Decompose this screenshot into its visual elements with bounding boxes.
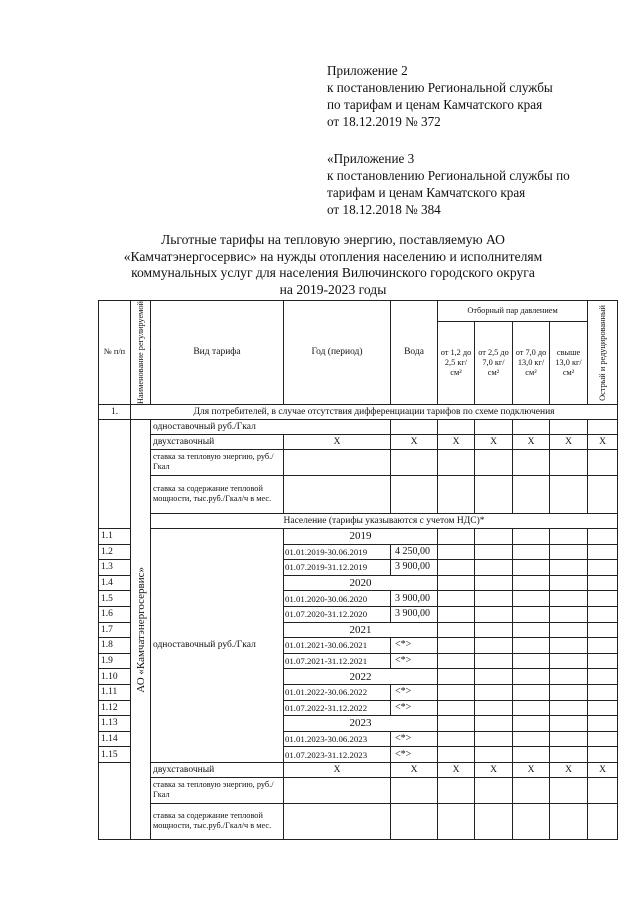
x-mark-cell: Х <box>284 434 391 449</box>
year-label: 2023 <box>284 716 438 732</box>
empty-cell <box>588 777 618 803</box>
col-header-num: № п/п <box>99 301 131 405</box>
empty-cell <box>588 622 618 638</box>
header-line: Приложение 2 <box>327 63 408 78</box>
empty-cell <box>438 777 475 803</box>
empty-cell <box>588 591 618 607</box>
header-line: от 18.12.2018 № 384 <box>327 202 441 217</box>
empty-cell <box>391 475 438 513</box>
empty-cell <box>438 560 475 576</box>
x-mark-cell: Х <box>550 434 588 449</box>
empty-cell <box>475 700 513 716</box>
title-line: коммунальных услуг для населения Вилючинского городского округа <box>131 265 535 280</box>
table-row <box>99 419 618 434</box>
empty-cell <box>550 803 588 839</box>
empty-cell <box>438 700 475 716</box>
period-value: 01.01.2022-30.06.2022 <box>284 684 391 700</box>
empty-cell <box>550 544 588 560</box>
tariff-table <box>98 300 618 840</box>
empty-cell <box>588 560 618 576</box>
empty-cell <box>513 575 550 591</box>
tariff-energy-rate: ставка за тепловую энергию, руб./Гкал <box>151 449 284 475</box>
empty-cell <box>550 669 588 685</box>
empty-cell <box>550 731 588 747</box>
tariff-capacity-rate: ставка за содержание тепловой мощности, тыс.руб./Гкал/ч в мес. <box>151 803 284 839</box>
empty-cell <box>475 419 513 434</box>
row-num: 1.13 <box>99 716 131 732</box>
empty-cell <box>550 449 588 475</box>
empty-cell <box>475 575 513 591</box>
header-line: «Приложение 3 <box>327 151 415 166</box>
empty-cell <box>513 716 550 732</box>
row-num: 1.12 <box>99 700 131 716</box>
period-value: 01.07.2019-31.12.2019 <box>284 560 391 576</box>
period-value: 01.01.2021-30.06.2021 <box>284 638 391 654</box>
row-num: 1.1 <box>99 528 131 544</box>
empty-cell <box>550 575 588 591</box>
empty-cell <box>438 716 475 732</box>
header-line: к постановлению Региональной службы <box>327 80 553 95</box>
tariff-capacity-rate: ставка за содержание тепловой мощности, тыс.руб./Гкал/ч в мес. <box>151 475 284 513</box>
empty-cell <box>475 669 513 685</box>
empty-cell <box>284 449 391 475</box>
empty-cell <box>475 591 513 607</box>
row-num: 1.10 <box>99 669 131 685</box>
empty-cell <box>475 653 513 669</box>
col-header-p4: свыше 13,0 кг/см² <box>550 322 588 405</box>
appendix-header-previous <box>327 150 570 218</box>
empty-cell <box>550 653 588 669</box>
empty-cell <box>513 560 550 576</box>
empty-cell <box>438 544 475 560</box>
empty-cell <box>550 777 588 803</box>
empty-cell <box>475 716 513 732</box>
period-value: 01.07.2021-31.12.2021 <box>284 653 391 669</box>
empty-cell <box>475 747 513 763</box>
empty-cell <box>438 684 475 700</box>
empty-cell <box>550 528 588 544</box>
empty-cell <box>550 638 588 654</box>
col-header-org: Наименование регулируемой <box>131 301 151 405</box>
population-label: Население (тарифы указываются с учетом НДС)* <box>151 513 618 528</box>
table-row <box>99 475 618 513</box>
empty-cell <box>588 747 618 763</box>
x-mark-cell: Х <box>550 762 588 777</box>
org-name-cell <box>131 419 151 839</box>
empty-cell <box>438 731 475 747</box>
empty-cell <box>475 684 513 700</box>
empty-cell <box>391 777 438 803</box>
period-value: 01.07.2023-31.12.2023 <box>284 747 391 763</box>
empty-cell <box>588 638 618 654</box>
water-value: <*> <box>391 638 438 654</box>
x-mark-cell: Х <box>284 762 391 777</box>
water-value: 3 900,00 <box>391 560 438 576</box>
tariff-two-part: двухставочный <box>151 434 284 449</box>
row-num: 1.4 <box>99 575 131 591</box>
col-header-tariff-type: Вид тарифа <box>151 301 284 405</box>
table-row <box>99 449 618 475</box>
header-line: по тарифам и ценам Камчатского края <box>327 97 543 112</box>
empty-cell <box>513 653 550 669</box>
tariff-two-part: двухставочный <box>151 762 284 777</box>
empty-num-cell <box>99 762 131 839</box>
x-mark-cell: Х <box>391 762 438 777</box>
x-mark-cell: Х <box>513 434 550 449</box>
empty-cell <box>513 669 550 685</box>
water-value: <*> <box>391 684 438 700</box>
water-value: 3 900,00 <box>391 606 438 622</box>
col-header-steam: Отборный пар давлением <box>438 301 588 322</box>
table-row <box>99 762 618 777</box>
org-name: АО «Камчатэнергосервис» <box>134 566 147 693</box>
empty-cell <box>588 528 618 544</box>
table-row <box>99 803 618 839</box>
empty-cell <box>588 419 618 434</box>
x-mark-cell: Х <box>513 762 550 777</box>
table-row <box>99 528 618 544</box>
year-label: 2022 <box>284 669 438 685</box>
tariff-one-part: одноставочный руб./Гкал <box>151 419 391 434</box>
appendix-header-current <box>327 62 553 130</box>
water-value: <*> <box>391 731 438 747</box>
empty-cell <box>513 449 550 475</box>
empty-cell <box>475 606 513 622</box>
empty-cell <box>438 638 475 654</box>
row-num: 1.14 <box>99 731 131 747</box>
empty-cell <box>438 653 475 669</box>
year-label: 2019 <box>284 528 438 544</box>
empty-cell <box>588 684 618 700</box>
x-mark-cell: Х <box>475 762 513 777</box>
empty-cell <box>391 449 438 475</box>
water-value: <*> <box>391 700 438 716</box>
population-row <box>99 513 618 528</box>
empty-cell <box>588 731 618 747</box>
water-value: 4 250,00 <box>391 544 438 560</box>
empty-cell <box>475 777 513 803</box>
empty-cell <box>438 449 475 475</box>
row-num: 1.8 <box>99 638 131 654</box>
water-value: <*> <box>391 747 438 763</box>
empty-cell <box>513 419 550 434</box>
empty-cell <box>513 803 550 839</box>
empty-cell <box>438 419 475 434</box>
header-line: тарифам и ценам Камчатского края <box>327 185 526 200</box>
header-line: к постановлению Региональной службы по <box>327 168 570 183</box>
year-label: 2020 <box>284 575 438 591</box>
title-line: «Камчатэнергосервис» на нужды отопления населению и исполнителям <box>123 248 543 264</box>
empty-cell <box>550 560 588 576</box>
empty-cell <box>475 560 513 576</box>
empty-cell <box>475 803 513 839</box>
empty-cell <box>588 803 618 839</box>
empty-cell <box>513 475 550 513</box>
empty-cell <box>438 575 475 591</box>
empty-cell <box>391 419 438 434</box>
row-num: 1.6 <box>99 606 131 622</box>
header-row <box>99 301 618 322</box>
empty-cell <box>588 544 618 560</box>
row-num: 1.3 <box>99 560 131 576</box>
empty-cell <box>513 777 550 803</box>
empty-cell <box>588 653 618 669</box>
tariff-one-part-population: одноставочный руб./Гкал <box>151 528 284 762</box>
row-num: 1.15 <box>99 747 131 763</box>
empty-cell <box>588 669 618 685</box>
empty-cell <box>391 803 438 839</box>
empty-cell <box>513 544 550 560</box>
empty-cell <box>550 684 588 700</box>
section-row <box>99 404 618 419</box>
empty-cell <box>284 777 391 803</box>
x-mark-cell: Х <box>391 434 438 449</box>
section-label: Для потребителей, в случае отсутствия дифференциации тарифов по схеме подключения <box>131 404 618 419</box>
table-row <box>99 434 618 449</box>
x-mark-cell: Х <box>588 434 618 449</box>
empty-cell <box>513 606 550 622</box>
empty-cell <box>513 528 550 544</box>
empty-cell <box>475 544 513 560</box>
empty-cell <box>513 638 550 654</box>
empty-cell <box>438 669 475 685</box>
section-num: 1. <box>99 404 131 419</box>
empty-cell <box>588 700 618 716</box>
empty-cell <box>550 419 588 434</box>
period-value: 01.07.2020-31.12.2020 <box>284 606 391 622</box>
empty-cell <box>513 747 550 763</box>
empty-cell <box>513 731 550 747</box>
col-header-sharp: Острый и редуцированный <box>588 301 618 405</box>
col-header-period: Год (период) <box>284 301 391 405</box>
empty-num-cell <box>99 419 131 528</box>
x-mark-cell: Х <box>438 434 475 449</box>
empty-cell <box>284 803 391 839</box>
row-num: 1.11 <box>99 684 131 700</box>
year-label: 2021 <box>284 622 438 638</box>
water-value: <*> <box>391 653 438 669</box>
period-value: 01.01.2023-30.06.2023 <box>284 731 391 747</box>
empty-cell <box>513 591 550 607</box>
empty-cell <box>550 622 588 638</box>
row-num: 1.5 <box>99 591 131 607</box>
tariff-energy-rate: ставка за тепловую энергию, руб./Гкал <box>151 777 284 803</box>
empty-cell <box>550 591 588 607</box>
empty-cell <box>475 475 513 513</box>
col-header-water: Вода <box>391 301 438 405</box>
row-num: 1.7 <box>99 622 131 638</box>
row-num: 1.2 <box>99 544 131 560</box>
x-mark-cell: Х <box>438 762 475 777</box>
empty-cell <box>438 747 475 763</box>
empty-cell <box>550 700 588 716</box>
empty-cell <box>588 449 618 475</box>
title-line: на 2019-2023 годы <box>279 281 387 297</box>
empty-cell <box>550 606 588 622</box>
empty-cell <box>438 803 475 839</box>
x-mark-cell: Х <box>475 434 513 449</box>
period-value: 01.01.2019-30.06.2019 <box>284 544 391 560</box>
x-mark-cell: Х <box>588 762 618 777</box>
row-num: 1.9 <box>99 653 131 669</box>
empty-cell <box>475 449 513 475</box>
empty-cell <box>588 606 618 622</box>
title-line: Льготные тарифы на тепловую энергию, поставляемую АО <box>161 232 505 247</box>
empty-cell <box>550 716 588 732</box>
period-value: 01.01.2020-30.06.2020 <box>284 591 391 607</box>
document-title <box>98 232 568 298</box>
empty-cell <box>475 528 513 544</box>
empty-cell <box>438 475 475 513</box>
table-row <box>99 777 618 803</box>
empty-cell <box>475 622 513 638</box>
header-line: от 18.12.2019 № 372 <box>327 114 441 129</box>
empty-cell <box>513 700 550 716</box>
empty-cell <box>513 622 550 638</box>
empty-cell <box>513 684 550 700</box>
empty-cell <box>588 575 618 591</box>
empty-cell <box>438 606 475 622</box>
empty-cell <box>550 475 588 513</box>
empty-cell <box>438 528 475 544</box>
empty-cell <box>588 475 618 513</box>
empty-cell <box>438 622 475 638</box>
empty-cell <box>284 475 391 513</box>
empty-cell <box>475 638 513 654</box>
period-value: 01.07.2022-31.12.2022 <box>284 700 391 716</box>
empty-cell <box>438 591 475 607</box>
water-value: 3 900,00 <box>391 591 438 607</box>
col-header-p1: от 1,2 до 2,5 кг/см² <box>438 322 475 405</box>
col-header-p2: от 2,5 до 7,0 кг/см² <box>475 322 513 405</box>
empty-cell <box>588 716 618 732</box>
empty-cell <box>475 731 513 747</box>
empty-cell <box>550 747 588 763</box>
col-header-p3: от 7,0 до 13,0 кг/см² <box>513 322 550 405</box>
